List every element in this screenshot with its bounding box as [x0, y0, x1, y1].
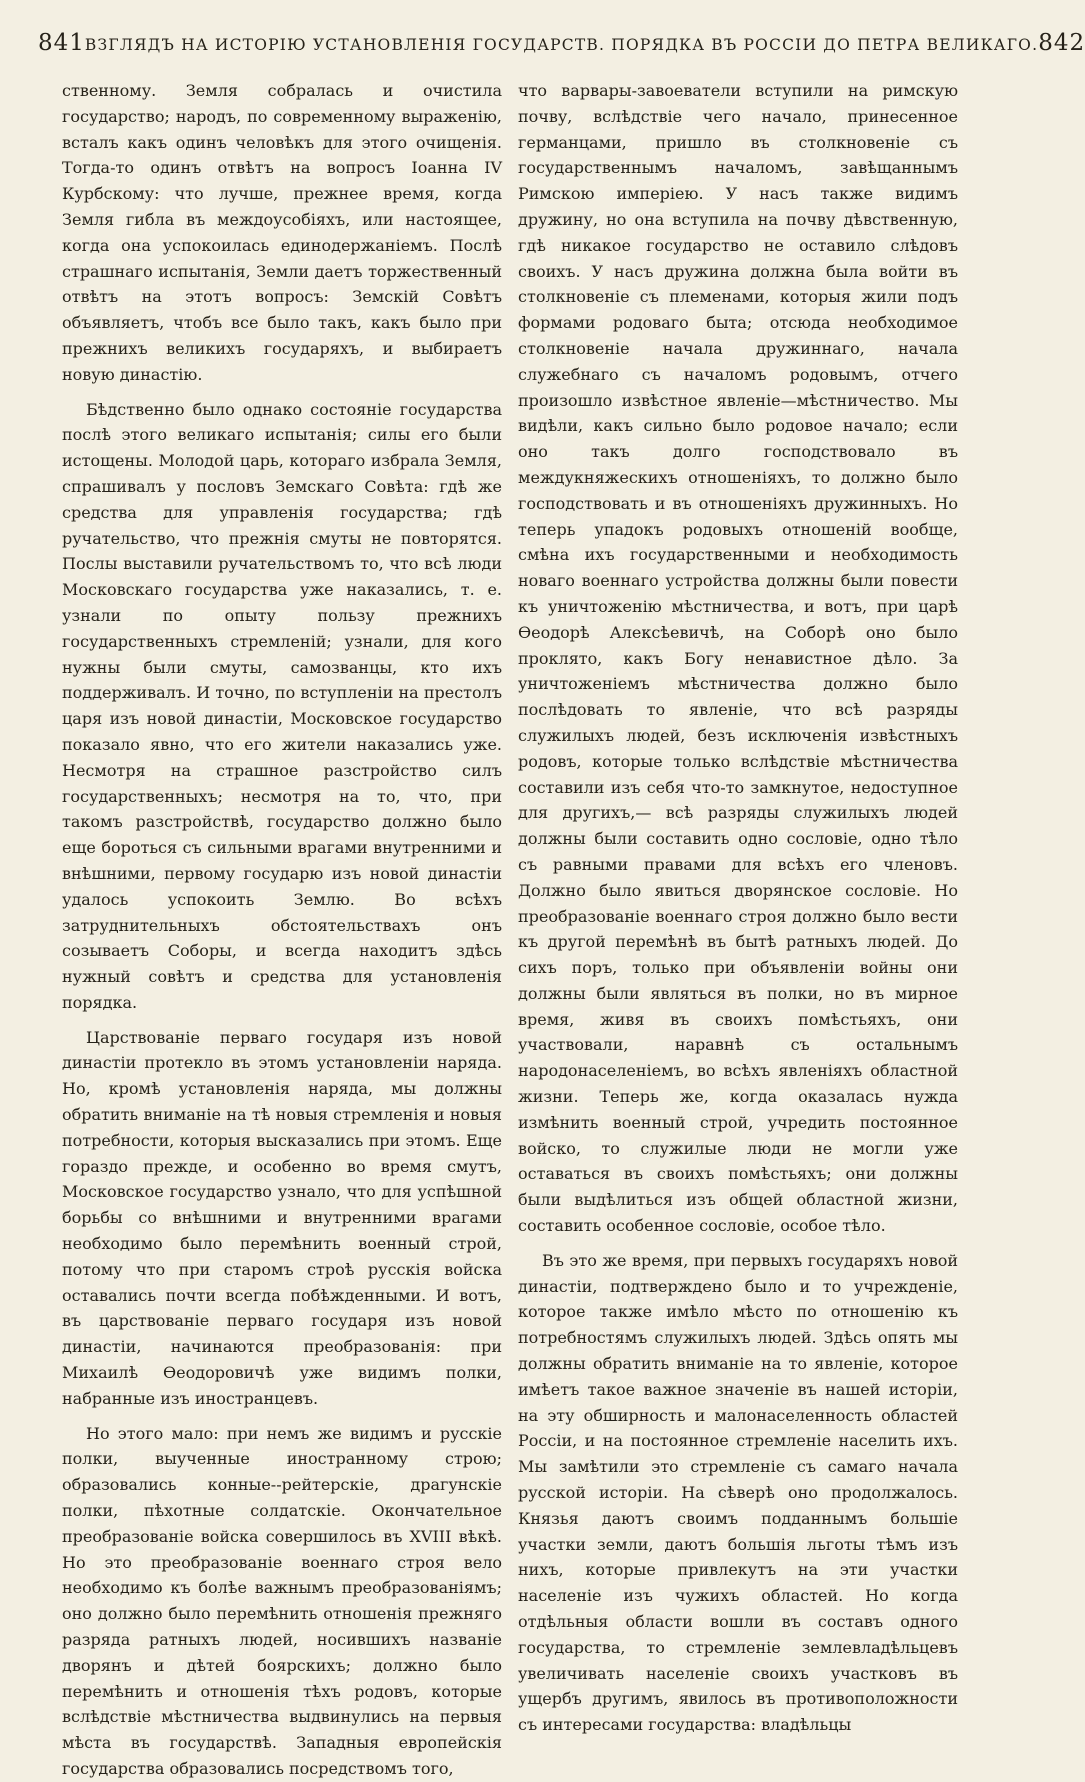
page-number-right: 842 — [1038, 30, 1085, 56]
running-header — [38, 30, 1085, 64]
page-number-left: 841 — [38, 30, 85, 56]
paragraph: ственному. Земля собралась и очистила государство; народъ, по современному выраженію, всталъ какъ одинъ человѣкъ для этого очищенія. Тогда-то одинъ отвѣтъ на вопросъ Іоанна IV Курбскому: что лучше, прежнее время, когда Земля гибла въ междоусобіяхъ, или настоящее, когда она успокоилась единодержаніемъ. Послѣ страшнаго испытанія, Земли даетъ торжественный отвѣтъ на этотъ вопросъ: Земскій Совѣтъ объявляетъ, чтобъ все было такъ, какъ было при прежнихъ великихъ государяхъ, и выбираетъ новую династію. — [62, 81, 502, 384]
paragraph: Царствованіе перваго государя изъ новой династіи протекло въ этомъ установленіи наряда. Но, кромѣ установленія наряда, мы должны обратить вниманіе на тѣ новыя стремленія и новыя потребности, которыя высказались при этомъ. Еще гораздо прежде, и особенно во время смутъ, Московское государство узнало, что для успѣшной борьбы со внѣшними и внутренними врагами необходимо было перемѣнить военный строй, потому что при старомъ строѣ русскія войска оставались почти всегда побѣжденными. И вотъ, въ царствованіе перваго государя изъ новой династіи, начинаются преобразованія: при Михаилѣ Ѳеодоровичѣ уже видимъ полки, набранные изъ иностранцевъ. — [62, 1027, 502, 1408]
paragraph: Бѣдственно было однако состояніе государства послѣ этого великаго испытанія; силы его были истощены. Молодой царь, котораго избрала Земля, спрашивалъ у пословъ Земскаго Совѣта: гдѣ же средства для управленія государства; гдѣ ручательство, что прежнія смуты не повторятся. Послы выставили ручательствомъ то, что всѣ люди Московскаго государства уже наказались, т. е. узнали по опыту пользу прежнихъ государственныхъ стремленій; узнали, для кого нужны были смуты, самозванцы, кто ихъ поддерживалъ. И точно, по вступленіи на престолъ царя изъ новой династіи, Московское государство показало явно, что его жители наказались уже. Несмотря на страшное разстройство силъ государственныхъ; несмотря на то, что, при такомъ разстройствѣ, государство должно было еще бороться съ сильными врагами внутренними и внѣшними, первому государю изъ новой династіи удалось успокоить Землю. Во всѣхъ затруднительныхъ обстоятельствахъ онъ созываетъ Соборы, и всегда находитъ здѣсь нужный совѣтъ и средства для установленія порядка. — [62, 399, 502, 1012]
right-column — [518, 78, 958, 1738]
paragraph: Но этого мало: при немъ же видимъ и русскіе полки, выученные иностранному строю; образовались конные--рейтерскіе, драгунскіе полки, пѣхотные солдатскіе. Окончательное преобразованіе войска совершилось въ XVIII вѣкѣ. Но это преобразованіе военнаго строя вело необходимо къ болѣе важнымъ преобразованіямъ; оно должно было перемѣнить отношенія прежняго разряда ратныхъ людей, носившихъ названіе дворянъ и дѣтей боярскихъ; должно было перемѣнить и отношенія тѣхъ родовъ, которые вслѣдствіе мѣстничества выдвинулись на первыя мѣста въ государствѣ. Западныя европейскія государства образовались посредствомъ того, — [62, 1423, 502, 1778]
running-title: ВЗГЛЯДЪ НА ИСТОРІЮ УСТАНОВЛЕНІЯ ГОСУДАРСТВ. ПОРЯДКА ВЪ РОССІИ ДО ПЕТРА ВЕЛИКАГО. — [84, 36, 1039, 54]
paragraph: Въ это же время, при первыхъ государяхъ новой династіи, подтверждено было и то учрежденіе, которое также имѣло мѣсто по отношенію къ потребностямъ служилыхъ людей. Здѣсь опять мы должны обратить вниманіе на то явленіе, которое имѣетъ такое важное значеніе въ нашей исторіи, на эту обширность и малонаселенность областей Россіи, и на постоянное стремленіе населить ихъ. Мы замѣтили это стремленіе съ самаго начала русской исторіи. На сѣверѣ оно продолжалось. Князья даютъ своимъ подданнымъ большіе участки земли, даютъ большія льготы тѣмъ изъ нихъ, которые привлекутъ на эти участки населеніе изъ чужихъ областей. Но когда отдѣльныя области вошли въ составъ одного государства, то стремленіе землевладѣльцевъ увеличивать населеніе своихъ участковъ въ ущербъ другимъ, явилось въ противоположности съ интересами государства: владѣльцы — [518, 1250, 958, 1735]
paragraph: что варвары-завоеватели вступили на римскую почву, вслѣдствіе чего начало, принесенное германцами, пришло въ столкновеніе съ государственнымъ началомъ, завѣщаннымъ Римскою имперіею. У насъ также видимъ дружину, но она вступила на почву дѣвственную, гдѣ никакое государство не оставило слѣдовъ своихъ. У насъ дружина должна была войти въ столкновеніе съ племенами, которыя жили подъ формами родоваго быта; отсюда необходимое столкновеніе начала дружиннаго, начала служебнаго съ началомъ родовымъ, отчего произошло извѣстное явленіе—мѣстничество. Мы видѣли, какъ сильно было родовое начало; если оно такъ долго господствовало въ междукняжескихъ отношеніяхъ, то должно было господствовать и въ отношеніяхъ дружинныхъ. Но теперь упадокъ родовыхъ отношеній вообще, смѣна ихъ государственными и необходимость новаго военнаго устройства должны были повести къ уничтоженію мѣстничества, и вотъ, при царѣ Ѳеодорѣ Алексѣевичѣ, на Соборѣ оно было проклято, какъ Богу ненавистное дѣло. За уничтоженіемъ мѣстничества должно было послѣдовать то явленіе, что всѣ разряды служилыхъ людей, безъ исключенія извѣстныхъ родовъ, которые только вслѣдствіе мѣстничества составили изъ себя что-то замкнутое, недоступное для другихъ,— всѣ разряды служилыхъ людей должны были составить одно сословіе, одно тѣло съ равными правами для всѣхъ его членовъ. Должно было явиться дворянское сословіе. Но преобразованіе военнаго строя должно было вести къ другой перемѣнѣ въ бытѣ ратныхъ людей. До сихъ поръ, только при объявленіи войны они должны были являться въ полки, но въ мирное время, живя въ своихъ помѣстьяхъ, они участвовали, наравнѣ съ остальнымъ народонаселеніемъ, во всѣхъ явленіяхъ областной жизни. Теперь же, когда оказалась нужда измѣнить военный строй, учредить постоянное войско, то служилые люди не могли уже оставаться въ своихъ помѣстьяхъ; они должны были выдѣлиться изъ общей областной жизни, составить особенное сословіе, особое тѣло. — [518, 81, 958, 1236]
left-column — [62, 78, 502, 1782]
